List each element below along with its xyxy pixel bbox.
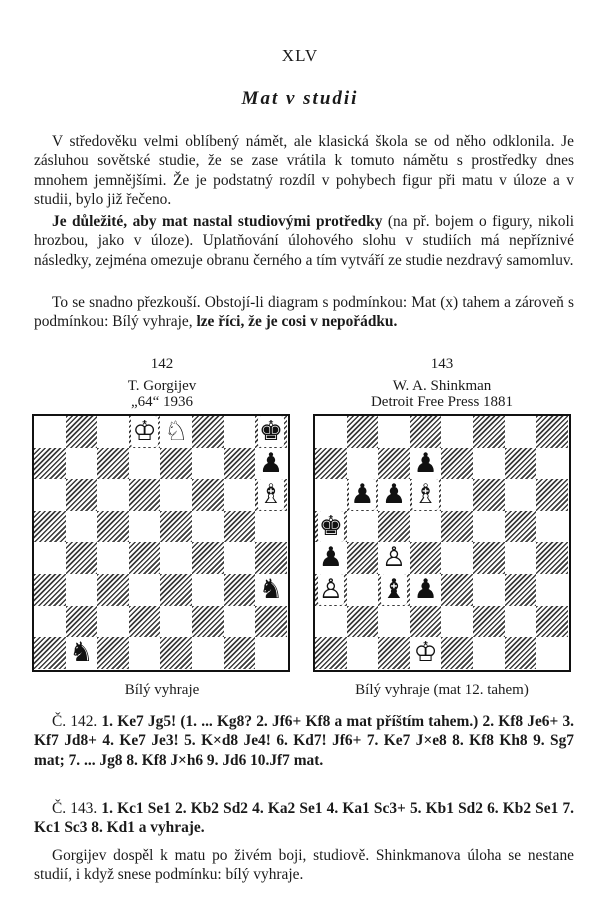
chapter-title: Mat v studii <box>241 88 359 109</box>
dark-square <box>34 448 66 480</box>
dark-square <box>160 511 192 543</box>
dark-square <box>441 637 473 669</box>
solution-143 <box>34 799 574 838</box>
white-pawn-icon: ♙ <box>318 574 343 605</box>
chess-diagram-143 <box>313 414 571 672</box>
dark-square <box>536 416 568 448</box>
light-square <box>66 574 98 606</box>
light-square <box>34 606 66 638</box>
dark-square <box>536 542 568 574</box>
dark-square <box>315 448 347 480</box>
diagram-142-caption: Bílý vyhraje <box>124 682 200 698</box>
light-square <box>441 416 473 448</box>
light-square <box>315 416 347 448</box>
dark-square <box>378 637 410 669</box>
light-square <box>224 606 256 638</box>
dark-square <box>347 542 379 574</box>
dark-square <box>97 574 129 606</box>
diagram-143-source: Detroit Free Press 1881 <box>370 394 514 410</box>
dark-square <box>378 511 410 543</box>
light-square <box>410 511 442 543</box>
chess-diagram-142 <box>32 414 290 672</box>
dark-square <box>473 416 505 448</box>
light-square <box>536 511 568 543</box>
light-square <box>441 479 473 511</box>
dark-square <box>441 511 473 543</box>
dark-square <box>473 479 505 511</box>
dark-square <box>315 637 347 669</box>
light-square <box>536 574 568 606</box>
solution-143-label: Č. 143. <box>52 800 98 817</box>
light-square <box>315 606 347 638</box>
dark-square <box>66 542 98 574</box>
light-square <box>255 511 287 543</box>
light-square <box>224 479 256 511</box>
light-square <box>505 606 537 638</box>
light-square <box>347 448 379 480</box>
light-square <box>97 542 129 574</box>
dark-square <box>536 606 568 638</box>
diagram-143-caption: Bílý vyhraje (mat 12. tahem) <box>355 682 529 698</box>
white-bishop-icon: ♗ <box>413 479 438 511</box>
black-pawn-icon: ♟ <box>258 447 284 479</box>
test-emphasis: lze říci, že je cosi v nepořádku. <box>196 313 398 331</box>
dark-square <box>66 606 98 638</box>
light-square <box>378 606 410 638</box>
dark-square <box>536 479 568 511</box>
light-square <box>347 637 379 669</box>
light-square <box>473 511 505 543</box>
test-text: To se snadno přezkouší. Obstojí-li diagram s podmínkou: Mat (x) tahem a zároveň s podmínkou: Bílý vyhraje, <box>34 294 574 331</box>
white-pawn-icon: ♙ <box>381 542 407 574</box>
light-square <box>97 416 129 448</box>
light-square <box>347 511 379 543</box>
paragraph-test <box>34 293 574 332</box>
black-king-icon: ♚ <box>258 416 284 447</box>
dark-square <box>505 574 537 606</box>
paragraph-intro <box>34 132 574 210</box>
principle-emphasis: Je důležité, aby mat nastal studiovými protředky <box>52 213 383 230</box>
dark-square <box>160 637 192 669</box>
principle-text: (na př. bojem o figury, nikoli hrozbou, jako v úloze). Uplatňování úlohového slohu v studiích má nepříznivé následky, zejména omezuje obranu černého a tím vytváří ze studie nezdravý samomluv. <box>34 213 574 269</box>
light-square <box>34 416 66 448</box>
diagram-142-number: 142 <box>150 356 174 372</box>
light-square <box>378 416 410 448</box>
light-square <box>473 637 505 669</box>
light-square <box>505 542 537 574</box>
light-square <box>536 448 568 480</box>
black-pawn-icon: ♟ <box>350 479 375 511</box>
dark-square <box>192 416 224 448</box>
dark-square <box>129 606 161 638</box>
light-square <box>160 542 192 574</box>
dark-square <box>66 479 98 511</box>
dark-square <box>192 606 224 638</box>
black-king-icon: ♚ <box>318 510 343 542</box>
closing-paragraph <box>34 846 574 885</box>
dark-square <box>66 416 98 448</box>
light-square <box>192 511 224 543</box>
light-square <box>160 479 192 511</box>
light-square <box>97 606 129 638</box>
light-square <box>505 416 537 448</box>
dark-square <box>34 511 66 543</box>
light-square <box>473 448 505 480</box>
dark-square <box>505 511 537 543</box>
solution-143-moves: 1. Kc1 Se1 2. Kb2 Sd2 4. Ka2 Se1 4. Ka1 Sc3+ 5. Kb1 Sd2 6. Kb2 Se1 7. Kc1 Sc3 8. Kd1 a vyhraje. <box>34 800 574 837</box>
dark-square <box>224 448 256 480</box>
dark-square <box>410 606 442 638</box>
diagram-142-author: T. Gorgijev <box>127 378 197 394</box>
dark-square <box>410 416 442 448</box>
light-square <box>315 479 347 511</box>
light-square <box>224 542 256 574</box>
light-square <box>473 574 505 606</box>
dark-square <box>505 637 537 669</box>
black-pawn-icon: ♟ <box>318 542 343 574</box>
light-square <box>192 574 224 606</box>
light-square <box>160 606 192 638</box>
light-square <box>129 574 161 606</box>
dark-square <box>410 542 442 574</box>
paragraph-principle <box>34 212 574 270</box>
black-pawn-icon: ♟ <box>413 574 438 605</box>
black-pawn-icon: ♟ <box>381 479 407 511</box>
dark-square <box>347 606 379 638</box>
dark-square <box>34 574 66 606</box>
dark-square <box>224 574 256 606</box>
dark-square <box>97 637 129 669</box>
light-square <box>129 448 161 480</box>
chapter-number: XLV <box>281 46 319 65</box>
dark-square <box>192 479 224 511</box>
dark-square <box>160 574 192 606</box>
dark-square <box>129 542 161 574</box>
light-square <box>34 479 66 511</box>
dark-square <box>224 511 256 543</box>
closing-text: Gorgijev dospěl k matu po živém boji, studiově. Shinkmanova úloha se nestane studií, i když snese podmínku: bílý vyhraje. <box>34 847 574 884</box>
diagram-142-source: „64“ 1936 <box>130 394 194 410</box>
light-square <box>347 574 379 606</box>
dark-square <box>34 637 66 669</box>
light-square <box>129 637 161 669</box>
solution-142 <box>34 712 574 770</box>
diagram-143-number: 143 <box>430 356 454 372</box>
light-square <box>66 511 98 543</box>
paragraph-intro-text: V středověku velmi oblíbený námět, ale klasická škola se od něho odklonila. Je zásluhou sovětské studie, že se zase vrátila k tomuto námětu s prostředky dnes mnohem jemnějšími. Že je podstatný rozdíl v pohybech figur při matu v úloze a v studii, bylo již řečeno. <box>34 133 574 209</box>
dark-square <box>505 448 537 480</box>
dark-square <box>255 606 287 638</box>
light-square <box>536 637 568 669</box>
solution-142-moves: 1. Ke7 Jg5! (1. ... Kg8? 2. Jf6+ Kf8 a mat příštím tahem.) 2. Kf8 Je6+ 3. Kf7 Jd8+ 4. Ke7 Je3! 5. K×d8 Je4! 6. Kd7! Jf6+ 7. Ke7 J×e8 8. Kf8 Kh8 9. Sg7 mat; 7. ... Jg8 8. Kf8 J×h6 9. Jd6 10.Jf7 mat. <box>34 713 574 769</box>
light-square <box>505 479 537 511</box>
light-square <box>441 542 473 574</box>
dark-square <box>378 448 410 480</box>
white-bishop-icon: ♗ <box>258 479 284 511</box>
black-pawn-icon: ♟ <box>413 447 438 479</box>
dark-square <box>97 448 129 480</box>
dark-square <box>441 448 473 480</box>
dark-square <box>255 542 287 574</box>
diagram-143-author: W. A. Shinkman <box>392 378 492 394</box>
solution-142-label: Č. 142. <box>52 713 98 730</box>
dark-square <box>192 542 224 574</box>
light-square <box>129 511 161 543</box>
black-bishop-icon: ♝ <box>381 574 407 605</box>
light-square <box>192 637 224 669</box>
dark-square <box>224 637 256 669</box>
light-square <box>97 479 129 511</box>
dark-square <box>473 542 505 574</box>
dark-square <box>160 448 192 480</box>
light-square <box>192 448 224 480</box>
black-knight-icon: ♞ <box>258 574 284 605</box>
white-knight-icon: ♘ <box>164 416 189 447</box>
light-square <box>255 637 287 669</box>
light-square <box>66 448 98 480</box>
light-square <box>34 542 66 574</box>
dark-square <box>347 416 379 448</box>
white-king-icon: ♔ <box>132 416 157 447</box>
dark-square <box>129 479 161 511</box>
light-square <box>224 416 256 448</box>
light-square <box>441 606 473 638</box>
dark-square <box>473 606 505 638</box>
white-king-icon: ♔ <box>413 637 438 669</box>
dark-square <box>97 511 129 543</box>
dark-square <box>441 574 473 606</box>
black-knight-icon: ♞ <box>69 637 94 669</box>
